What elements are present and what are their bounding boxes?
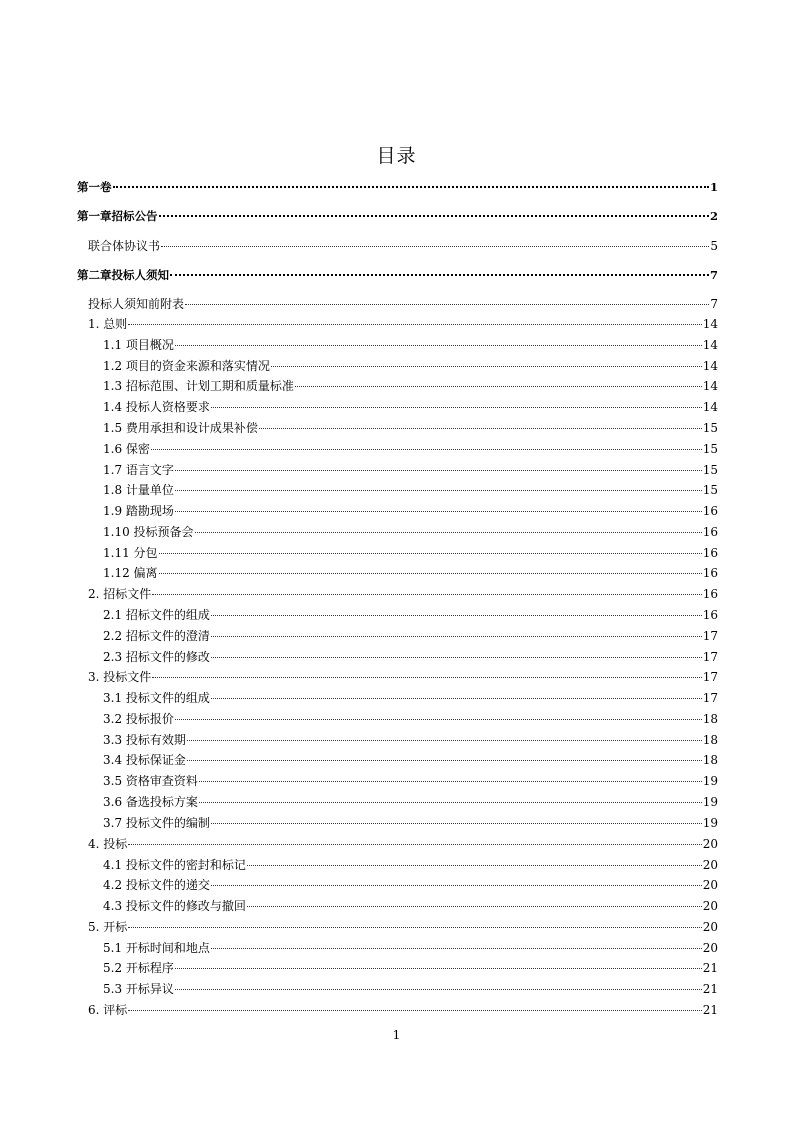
toc-dot-leader bbox=[175, 967, 702, 969]
toc-entry[interactable] bbox=[88, 585, 718, 603]
toc-entry-label: 1.1 项目概况 bbox=[103, 338, 174, 352]
toc-entry-page: 15 bbox=[702, 421, 718, 435]
toc-entry-label: 1.5 费用承担和设计成果补偿 bbox=[103, 421, 258, 435]
toc-dot-leader bbox=[199, 780, 702, 782]
toc-entry-page: 17 bbox=[702, 691, 718, 705]
toc-entry[interactable] bbox=[88, 835, 718, 853]
toc-entry-page: 20 bbox=[702, 837, 718, 851]
toc-entry[interactable] bbox=[103, 648, 718, 666]
toc-dot-leader bbox=[113, 185, 709, 188]
toc-entry-page: 15 bbox=[702, 483, 718, 497]
toc-dot-leader bbox=[185, 303, 709, 305]
toc-entry[interactable] bbox=[103, 731, 718, 749]
toc-entry[interactable] bbox=[103, 689, 718, 707]
toc-entry-page: 20 bbox=[702, 899, 718, 913]
toc-entry-label: 1.2 项目的资金来源和落实情况 bbox=[103, 359, 270, 373]
toc-entry-label: 4.1 投标文件的密封和标记 bbox=[103, 858, 246, 872]
toc-dot-leader bbox=[195, 531, 702, 533]
toc-dot-leader bbox=[175, 988, 702, 990]
toc-entry-page: 16 bbox=[702, 546, 718, 560]
toc-entry-label: 1.3 招标范围、计划工期和质量标准 bbox=[103, 379, 294, 393]
toc-entry-page: 17 bbox=[702, 629, 718, 643]
toc-entry-label: 第二章投标人须知 bbox=[77, 268, 169, 282]
toc-entry[interactable] bbox=[103, 377, 718, 395]
toc-entry-page: 18 bbox=[702, 753, 718, 767]
toc-dot-leader bbox=[211, 947, 702, 949]
toc-entry[interactable] bbox=[103, 939, 718, 957]
toc-entry-label: 3.7 投标文件的编制 bbox=[103, 816, 210, 830]
toc-entry-label: 5.3 开标异议 bbox=[103, 982, 174, 996]
toc-dot-leader bbox=[159, 214, 709, 217]
toc-entry-label: 4.2 投标文件的递交 bbox=[103, 878, 210, 892]
toc-entry-label: 1.11 分包 bbox=[103, 546, 158, 560]
toc-entry-page: 1 bbox=[709, 180, 718, 194]
toc-entry[interactable] bbox=[88, 237, 718, 255]
toc-entry[interactable] bbox=[88, 918, 718, 936]
toc-dot-leader bbox=[152, 676, 701, 678]
toc-entry[interactable] bbox=[77, 178, 718, 196]
toc-dot-leader bbox=[159, 572, 702, 574]
toc-dot-leader bbox=[151, 448, 702, 450]
toc-entry-label: 3.4 投标保证金 bbox=[103, 753, 186, 767]
toc-entry[interactable] bbox=[103, 876, 718, 894]
toc-entry-page: 7 bbox=[709, 268, 718, 282]
toc-entry[interactable] bbox=[77, 266, 718, 284]
toc-entry-page: 20 bbox=[702, 878, 718, 892]
toc-entry-label: 联合体协议书 bbox=[88, 239, 161, 253]
toc-entry-page: 20 bbox=[702, 920, 718, 934]
toc-entry-page: 16 bbox=[702, 566, 718, 580]
toc-entry-page: 14 bbox=[702, 359, 718, 373]
toc-entry-page: 7 bbox=[710, 297, 718, 311]
toc-entry-label: 3.3 投标有效期 bbox=[103, 733, 186, 747]
toc-entry[interactable] bbox=[103, 897, 718, 915]
toc-entry[interactable] bbox=[103, 357, 718, 375]
toc-entry-page: 20 bbox=[702, 941, 718, 955]
toc-entry[interactable] bbox=[103, 856, 718, 874]
toc-entry-label: 5. 开标 bbox=[88, 920, 128, 934]
toc-entry-label: 4. 投标 bbox=[88, 837, 128, 851]
toc-dot-leader bbox=[175, 469, 702, 471]
toc-entry[interactable] bbox=[103, 461, 718, 479]
toc-entry-label: 5.2 开标程序 bbox=[103, 961, 174, 975]
toc-entry[interactable] bbox=[88, 295, 718, 313]
toc-entry[interactable] bbox=[103, 606, 718, 624]
toc-entry-label: 1.8 计量单位 bbox=[103, 483, 174, 497]
toc-dot-leader bbox=[211, 614, 702, 616]
toc-dot-leader bbox=[175, 510, 702, 512]
toc-entry[interactable] bbox=[103, 793, 718, 811]
toc-entry-label: 1.9 踏勘现场 bbox=[103, 504, 174, 518]
toc-entry[interactable] bbox=[103, 627, 718, 645]
toc-entry-page: 21 bbox=[702, 1003, 718, 1017]
toc-dot-leader bbox=[128, 926, 701, 928]
toc-entry-label: 4.3 投标文件的修改与撤回 bbox=[103, 899, 246, 913]
toc-entry-page: 21 bbox=[702, 982, 718, 996]
toc-entry-label: 第一卷 bbox=[77, 180, 112, 194]
toc-dot-leader bbox=[152, 593, 701, 595]
toc-entry-label: 1.10 投标预备会 bbox=[103, 525, 194, 539]
toc-entry[interactable] bbox=[88, 1001, 718, 1019]
toc-entry-page: 19 bbox=[702, 816, 718, 830]
toc-entry[interactable] bbox=[103, 959, 718, 977]
toc-entry-page: 5 bbox=[710, 239, 718, 253]
toc-entry[interactable] bbox=[103, 440, 718, 458]
toc-entry[interactable] bbox=[88, 315, 718, 333]
toc-entry[interactable] bbox=[103, 710, 718, 728]
toc-entry-page: 16 bbox=[702, 587, 718, 601]
toc-entry-page: 16 bbox=[702, 504, 718, 518]
toc-entry-label: 3.6 备选投标方案 bbox=[103, 795, 198, 809]
toc-entry-page: 19 bbox=[702, 774, 718, 788]
toc-dot-leader bbox=[295, 385, 702, 387]
toc-entry-page: 17 bbox=[702, 670, 718, 684]
toc-entry-page: 21 bbox=[702, 961, 718, 975]
toc-entry[interactable] bbox=[103, 772, 718, 790]
toc-dot-leader bbox=[211, 635, 702, 637]
toc-dot-leader bbox=[175, 344, 702, 346]
toc-entry-label: 1. 总则 bbox=[88, 317, 128, 331]
toc-entry-page: 17 bbox=[702, 650, 718, 664]
toc-dot-leader bbox=[161, 245, 709, 247]
toc-dot-leader bbox=[199, 801, 702, 803]
toc-entry-page: 15 bbox=[702, 442, 718, 456]
toc-dot-leader bbox=[128, 1009, 701, 1011]
toc-entry-page: 2 bbox=[709, 209, 718, 223]
toc-entry-label: 2.3 招标文件的修改 bbox=[103, 650, 210, 664]
toc-entry[interactable] bbox=[103, 398, 718, 416]
toc-entry-page: 14 bbox=[702, 338, 718, 352]
toc-entry[interactable] bbox=[103, 502, 718, 520]
toc-entry-page: 14 bbox=[702, 317, 718, 331]
toc-entry[interactable] bbox=[103, 419, 718, 437]
toc-dot-leader bbox=[159, 552, 702, 554]
toc-entry[interactable] bbox=[103, 751, 718, 769]
toc-entry-label: 2.1 招标文件的组成 bbox=[103, 608, 210, 622]
toc-dot-leader bbox=[211, 822, 702, 824]
toc-dot-leader bbox=[128, 323, 701, 325]
toc-entry[interactable] bbox=[103, 564, 718, 582]
toc-entry-label: 3.1 投标文件的组成 bbox=[103, 691, 210, 705]
toc-entry[interactable] bbox=[77, 207, 718, 225]
toc-entry-label: 3.5 资格审查资料 bbox=[103, 774, 198, 788]
toc-entry-label: 1.6 保密 bbox=[103, 442, 150, 456]
toc-entry-label: 投标人须知前附表 bbox=[88, 297, 185, 311]
toc-entry-page: 14 bbox=[702, 400, 718, 414]
toc-entry-label: 3.2 投标报价 bbox=[103, 712, 174, 726]
toc-entry[interactable] bbox=[103, 481, 718, 499]
page-number: 1 bbox=[392, 1028, 401, 1042]
toc-entry-page: 20 bbox=[702, 858, 718, 872]
toc-entry-label: 1.4 投标人资格要求 bbox=[103, 400, 210, 414]
toc-entry-page: 19 bbox=[702, 795, 718, 809]
toc-entry-label: 3. 投标文件 bbox=[88, 670, 152, 684]
toc-entry-page: 18 bbox=[702, 733, 718, 747]
toc-entry-page: 18 bbox=[702, 712, 718, 726]
toc-entry[interactable] bbox=[103, 523, 718, 541]
toc-entry-label: 2. 招标文件 bbox=[88, 587, 152, 601]
toc-dot-leader bbox=[170, 273, 709, 276]
toc-dot-leader bbox=[211, 697, 702, 699]
toc-entry-label: 2.2 招标文件的澄清 bbox=[103, 629, 210, 643]
toc-entry[interactable] bbox=[103, 544, 718, 562]
toc-entry[interactable] bbox=[88, 668, 718, 686]
toc-entry-label: 5.1 开标时间和地点 bbox=[103, 941, 210, 955]
toc-dot-leader bbox=[211, 656, 702, 658]
toc-dot-leader bbox=[247, 905, 702, 907]
toc-dot-leader bbox=[259, 427, 702, 429]
toc-dot-leader bbox=[128, 843, 701, 845]
toc-entry-label: 1.7 语言文字 bbox=[103, 463, 174, 477]
toc-dot-leader bbox=[211, 884, 702, 886]
page-title: 目录 bbox=[376, 145, 417, 167]
toc-dot-leader bbox=[187, 739, 702, 741]
toc-entry-page: 15 bbox=[702, 463, 718, 477]
toc-entry[interactable] bbox=[103, 980, 718, 998]
toc-dot-leader bbox=[247, 864, 702, 866]
toc-entry-page: 14 bbox=[702, 379, 718, 393]
toc-entry[interactable] bbox=[103, 336, 718, 354]
toc-entry-label: 1.12 偏离 bbox=[103, 566, 158, 580]
toc-dot-leader bbox=[271, 365, 702, 367]
toc-dot-leader bbox=[187, 759, 702, 761]
toc-dot-leader bbox=[211, 406, 702, 408]
toc-entry-page: 16 bbox=[702, 525, 718, 539]
toc-entry-label: 6. 评标 bbox=[88, 1003, 128, 1017]
toc-entry-page: 16 bbox=[702, 608, 718, 622]
toc-dot-leader bbox=[175, 718, 702, 720]
toc-entry-label: 第一章招标公告 bbox=[77, 209, 158, 223]
toc-dot-leader bbox=[175, 489, 702, 491]
toc-entry[interactable] bbox=[103, 814, 718, 832]
